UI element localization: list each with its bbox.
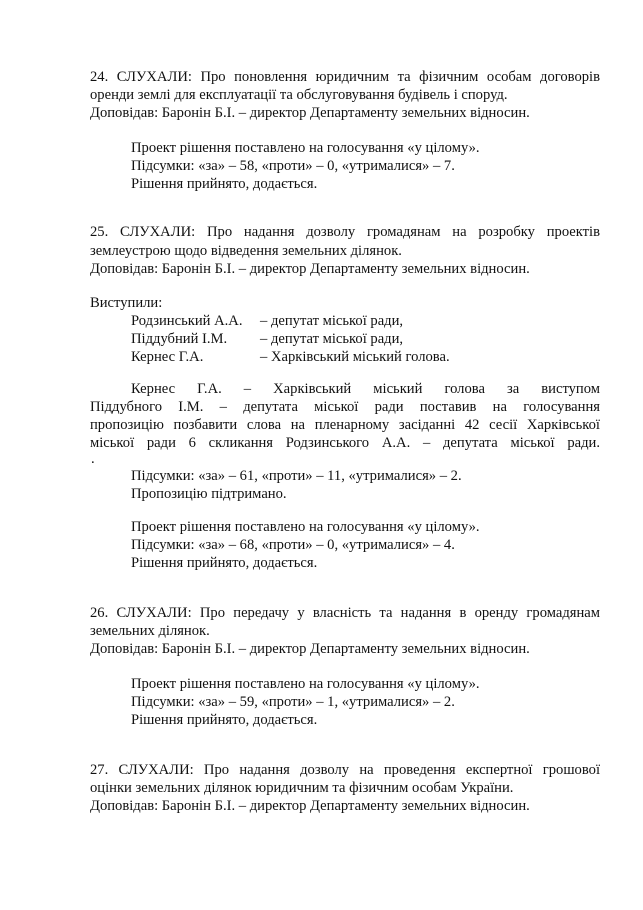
item-24-decision: Рішення прийнято, додається. [131, 176, 318, 192]
item-27-title-line-2: оцінки земельних ділянок юридичним та фізичним особам України. [90, 780, 514, 796]
proposal-line-2: Піддубного І.М. – депутата міської ради поставив на голосування [90, 399, 600, 415]
speaker-role: – депутат міської ради, [260, 331, 404, 347]
item-25-title-line-2: землеустрою щодо відведення земельних ділянок. [90, 243, 402, 259]
item-26-title-line-1: 26. СЛУХАЛИ: Про передачу у власність та надання в оренду громадянам [90, 605, 600, 621]
speaker-name: Піддубний І.М. [131, 331, 228, 347]
proposal-decision: Пропозицію підтримано. [131, 486, 287, 502]
item-26-vote-line-1: Проект рішення поставлено на голосування «у цілому». [131, 676, 480, 692]
item-25-vote-line-1: Проект рішення поставлено на голосування «у цілому». [131, 519, 480, 535]
item-26-title-line-2: земельних ділянок. [90, 623, 210, 639]
speaker-name: Родзинський А.А. [131, 313, 243, 329]
item-24-title-line-1: 24. СЛУХАЛИ: Про поновлення юридичним та фізичним особам договорів [90, 69, 600, 85]
item-25-decision: Рішення прийнято, додається. [131, 555, 318, 571]
speaker-role: – Харківський міський голова. [260, 349, 450, 365]
item-25-vote-line-2: Підсумки: «за» – 68, «проти» – 0, «утрималися» – 4. [131, 537, 455, 553]
speaker-role: – депутат міської ради, [260, 313, 404, 329]
item-26-speaker: Доповідав: Баронін Б.І. – директор Департаменту земельних відносин. [90, 641, 530, 657]
item-27-title-line-1: 27. СЛУХАЛИ: Про надання дозволу на проведення експертної грошової [90, 762, 600, 778]
item-26-decision: Рішення прийнято, додається. [131, 712, 318, 728]
item-24-vote-line-1: Проект рішення поставлено на голосування «у цілому». [131, 140, 480, 156]
proposal-line-4: міської ради 6 скликання Родзинського А.А. – депутата міської ради. [90, 435, 600, 451]
item-25-speaker: Доповідав: Баронін Б.І. – директор Департаменту земельних відносин. [90, 261, 530, 277]
proposal-line-1: Кернес Г.А. – Харківський міський голова за виступом [131, 381, 600, 397]
proposal-line-3: пропозицію позбавити слова на пленарному засіданні 42 сесії Харківської [90, 417, 600, 433]
item-27-speaker: Доповідав: Баронін Б.І. – директор Департаменту земельних відносин. [90, 798, 530, 814]
stray-mark: . [91, 451, 95, 467]
item-24-vote-line-2: Підсумки: «за» – 58, «проти» – 0, «утрималися» – 7. [131, 158, 455, 174]
item-25-title-line-1: 25. СЛУХАЛИ: Про надання дозволу громадянам на розробку проектів [90, 224, 600, 240]
item-24-title-line-2: оренди землі для експлуатації та обслуговування будівель і споруд. [90, 87, 508, 103]
speakers-heading: Виступили: [90, 295, 163, 311]
proposal-vote-result: Підсумки: «за» – 61, «проти» – 11, «утрималися» – 2. [131, 468, 462, 484]
item-26-vote-line-2: Підсумки: «за» – 59, «проти» – 1, «утрималися» – 2. [131, 694, 455, 710]
speaker-name: Кернес Г.А. [131, 349, 204, 365]
item-24-speaker: Доповідав: Баронін Б.І. – директор Департаменту земельних відносин. [90, 105, 530, 121]
